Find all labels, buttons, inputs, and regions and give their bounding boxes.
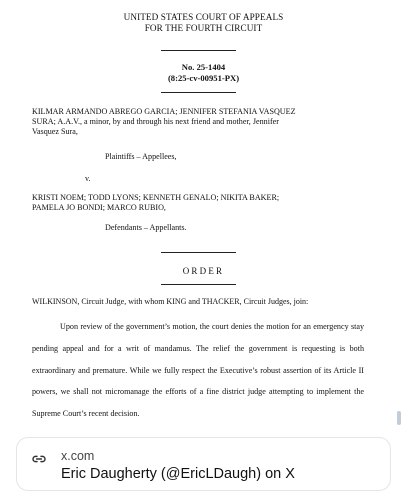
order-heading: ORDER xyxy=(182,266,225,276)
judges-line: WILKINSON, Circuit Judge, with whom KING and THACKER, Circuit Judges, join: xyxy=(32,297,309,306)
divider-order xyxy=(161,252,236,253)
plaintiffs-line3: Vasquez Sura, xyxy=(32,127,78,136)
link-icon xyxy=(31,451,47,467)
case-number-block xyxy=(0,62,407,83)
order-body xyxy=(32,316,364,425)
defendants-list xyxy=(32,193,342,213)
district-case-number: (8:25-cv-00951-PX) xyxy=(167,72,240,83)
link-preview-card[interactable] xyxy=(16,437,391,491)
plaintiffs-list xyxy=(32,107,342,137)
plaintiffs-line2: SURA; A.A.V., a minor, by and through his next friend and mother, Jennifer xyxy=(32,117,279,126)
divider-top xyxy=(161,50,236,51)
defendants-line1: KRISTI NOEM; TODD LYONS; KENNETH GENALO; NIKITA BAKER; xyxy=(32,193,280,202)
defendants-role: Defendants – Appellants. xyxy=(105,223,187,232)
plaintiffs-line1: KILMAR ARMANDO ABREGO GARCIA; JENNIFER STEFANIA VASQUEZ xyxy=(32,107,296,116)
court-name-line1: UNITED STATES COURT OF APPEALS xyxy=(123,12,284,22)
divider-order-bottom xyxy=(161,284,236,285)
scrollbar-thumb[interactable] xyxy=(397,411,401,425)
case-number: No. 25-1404 xyxy=(181,62,226,72)
versus: v. xyxy=(85,174,91,183)
court-name-line2: FOR THE FOURTH CIRCUIT xyxy=(144,23,263,33)
link-domain: x.com xyxy=(61,449,95,463)
link-title[interactable]: Eric Daugherty (@EricLDaugh) on X xyxy=(61,466,295,482)
plaintiffs-role: Plaintiffs – Appellees, xyxy=(105,152,177,161)
order-body-paragraph: Upon review of the government’s motion, the court denies the motion for an emergency stay pending appeal and for a writ of mandamus. The relief the government is requesting is both extraordinary and premature. While we fully respect the Executive’s robust assertion of its Article II powers, we shall not micromanage the efforts of a fine district judge attempting to implement the Supreme Court’s recent decision. xyxy=(32,322,364,419)
divider-case xyxy=(161,92,236,93)
defendants-line2: PAMELA JO BONDI; MARCO RUBIO, xyxy=(32,203,166,212)
court-name xyxy=(0,12,407,34)
